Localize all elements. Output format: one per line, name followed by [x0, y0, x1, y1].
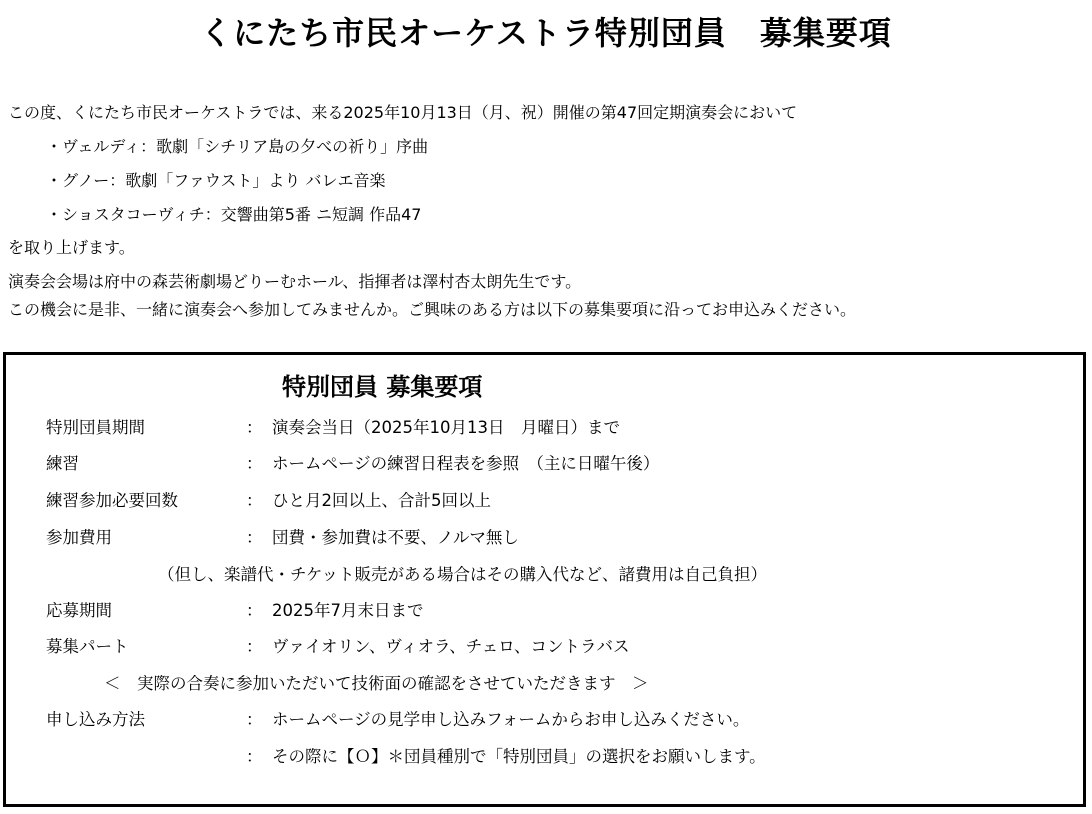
row-colon: ：: [246, 601, 263, 620]
page-title: くにたち市民オーケストラ特別団員 募集要項: [200, 14, 892, 52]
intro-text: この度、くにたち市民オーケストラでは、来る2025年10月13日（月、祝）開催の第47回定期演奏会において: [8, 103, 798, 122]
fee-note: （但し、楽譜代・チケット販売がある場合はその購入代など、諸費用は自己負担）: [158, 565, 768, 584]
row-colon: ：: [246, 491, 263, 510]
row-value: 2025年7月末日まで: [272, 601, 424, 620]
part-note: ＜ 実際の合奏に参加いただいて技術面の確認をさせていただきます ＞: [104, 674, 649, 693]
row-value: ホームページの見学申し込みフォームからお申し込みください。: [272, 710, 750, 729]
box-title: 特別団員 募集要項: [282, 373, 483, 401]
row-value: ヴァイオリン、ヴィオラ、チェロ、コントラバス: [272, 637, 630, 656]
intro-text: 演奏会会場は府中の森芸術劇場どりーむホール、指揮者は澤村杏太朗先生です。: [8, 272, 582, 291]
row-colon: ：: [246, 637, 263, 656]
row-value: 団費・参加費は不要、ノルマ無し: [272, 528, 519, 547]
program-piece: ・ヴェルディ：歌劇「シチリア島の夕べの祈り」序曲: [46, 137, 429, 156]
row-label: 練習参加必要回数: [46, 491, 178, 510]
row-value: ひと月2回以上、合計5回以上: [272, 491, 491, 510]
row-value: 演奏会当日（2025年10月13日 月曜日）まで: [272, 418, 620, 437]
row-colon: ：: [246, 418, 263, 437]
intro-text: この機会に是非、一緒に演奏会へ参加してみませんか。ご興味のある方は以下の募集要項に沿ってお申込みください。: [8, 300, 857, 319]
program-piece: ・ショスタコーヴィチ：交響曲第5番 ニ短調 作品47: [46, 205, 422, 224]
program-piece: ・グノー：歌劇「ファウスト」より バレエ音楽: [46, 171, 386, 190]
row-colon: ：: [246, 747, 263, 766]
row-label: 募集パート: [46, 637, 129, 656]
row-label: 特別団員期間: [46, 418, 145, 437]
row-colon: ：: [246, 454, 263, 473]
row-label: 練習: [46, 454, 79, 473]
row-value: ホームページの練習日程表を参照 （主に日曜午後）: [272, 454, 660, 473]
row-colon: ：: [246, 710, 263, 729]
apply-extra-note: その際に【Ｏ】＊団員種別で「特別団員」の選択をお願いします。: [272, 747, 766, 766]
row-label: 申し込み方法: [46, 710, 145, 729]
intro-text: を取り上げます。: [8, 238, 135, 257]
row-label: 応募期間: [46, 601, 112, 620]
row-colon: ：: [246, 528, 263, 547]
row-label: 参加費用: [46, 528, 112, 547]
